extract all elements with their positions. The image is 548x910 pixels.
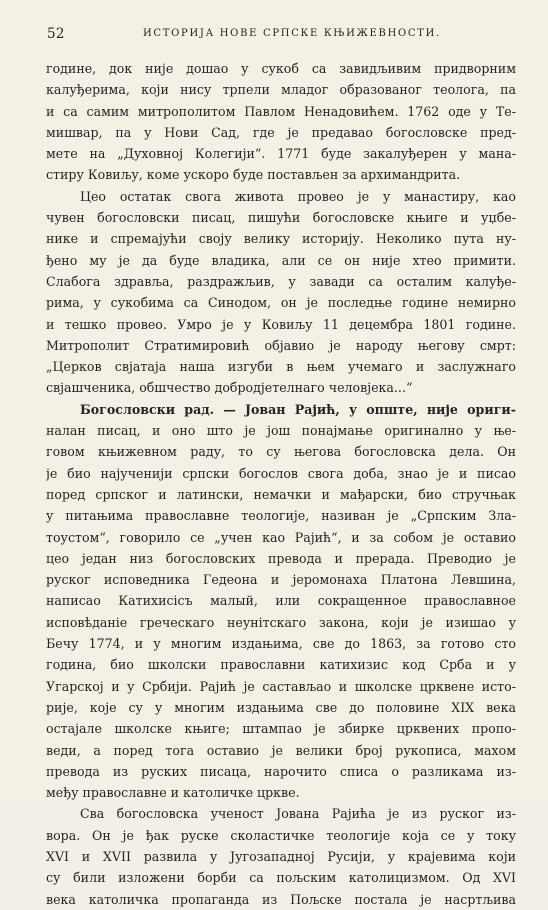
text-line: године, док није дошао у сукоб са завидљивим придворним (46, 61, 516, 76)
text-line: налан писац, и оно што је још понајмање оригинално у ње- (46, 423, 516, 439)
text-line: говом књижевном раду, то су његова богословска дела. Он (46, 444, 516, 460)
text-line: и са самим митрополитом Павлом Ненадовићем. 1762 оде у Те- (46, 103, 516, 119)
text-line: веди, а поред тога оставио је велики број рукописа, махом (46, 742, 516, 758)
text-line: XVI и XVII развила у Југозападној Русији, у крајевима који (46, 848, 516, 864)
text-line: и тешко провео. Умро је у Ковиљу 11 децембра 1801 године. (46, 316, 516, 332)
text-line: ђено му је да буде владика, али се он није хтео примити. (46, 252, 516, 268)
text-line: међу православне и католичке цркве. (46, 785, 300, 801)
text-line: нике и спремајући своју велику историју. Неколико пута ну- (46, 231, 516, 247)
text-line: тоустом“, говорило се „учен као Рајић“, и за собом је оставио (46, 529, 516, 545)
text-line: века католичка пропаганда из Пољске постала је насртљива (46, 891, 516, 907)
text-line: мишвар, па у Нови Сад, где је предавао богословске пред- (46, 124, 516, 140)
text-line: исповѣданіе греческаго неунітскаго закона, који је изишао у (46, 614, 516, 630)
text-line: Сва богословска ученост Јована Рајића је из руског из- (80, 806, 516, 822)
page-number: 52 (47, 26, 65, 42)
text-line: Митрополит Стратимировић објавио је народу његову смрт: (46, 337, 516, 353)
text-line: написао Катихисісъ малый, или сокращенное православное (46, 593, 516, 609)
text-line: вора. Он је ђак руске сколастичке теологије која се у току (46, 827, 516, 843)
text-line: превода из руских писаца, нарочито списа о разликама из- (46, 763, 516, 779)
text-line: у питањима православне теологије, називан је „Српским Зла- (46, 508, 516, 524)
text-line: поред српског и латински, немачки и мађарски, био стручњак (46, 486, 516, 502)
text-line: Бечу 1774, и у многим издањима, све до 1863, за готово сто (46, 636, 516, 652)
text-line: је био најученији српски богослов свога доба, знао је и писао (46, 465, 516, 481)
text-line: цео један низ богословских превода и прерада. Преводио је (46, 550, 516, 566)
text-line: калуђерима, који нису трпели младог образованог теолога, па (46, 82, 516, 98)
text-line: чувен богословски писац, пишући богословске књиге и уџбе- (46, 210, 516, 226)
text-line: руског исповедника Гедеона и јеромонаха Платона Левшина, (46, 572, 516, 588)
text-line: Цео остатак свога живота провео је у манастиру, као (80, 188, 516, 204)
text-line: рима, у сукобима са Синодом, он је последње године немирно (46, 295, 516, 311)
text-line: рије, које су у многим издањима све до половине XIX века (46, 699, 516, 715)
text-line: свјашченика, обшчество добродјетелнаго человјека...“ (46, 380, 413, 396)
text-line: су били изложени борби са пољским католицизмом. Од XVI (46, 870, 516, 886)
text-line: Богословски рад. — Јован Рајић, у опште, није ориги- (80, 401, 516, 417)
text-line: остајале школске књиге; штампао је збирке црквених пропо- (46, 721, 516, 737)
text-line: „Церков свјатаја наша изгуби в њем учемаго и заслужнаго (46, 359, 516, 375)
text-line: Слабога здравља, раздражљив, у завади са осталим калуђе- (46, 273, 516, 289)
running-title: ИСТОРИЈА НОВЕ СРПСКЕ КЊИЖЕВНОСТИ. (143, 28, 441, 39)
text-line: стиру Ковиљу, коме ускоро буде постављен за архимандрита. (46, 167, 461, 183)
text-line: година, био школски православни катихизис код Срба и у (46, 657, 516, 673)
text-line: мете на „Духовној Колегији“. 1771 буде закалуђерен у мана- (46, 146, 516, 162)
body-text (46, 58, 516, 910)
text-line: Угарској и у Србији. Рајић је састављао и школске црквене исто- (46, 678, 516, 694)
page-header (47, 26, 515, 42)
